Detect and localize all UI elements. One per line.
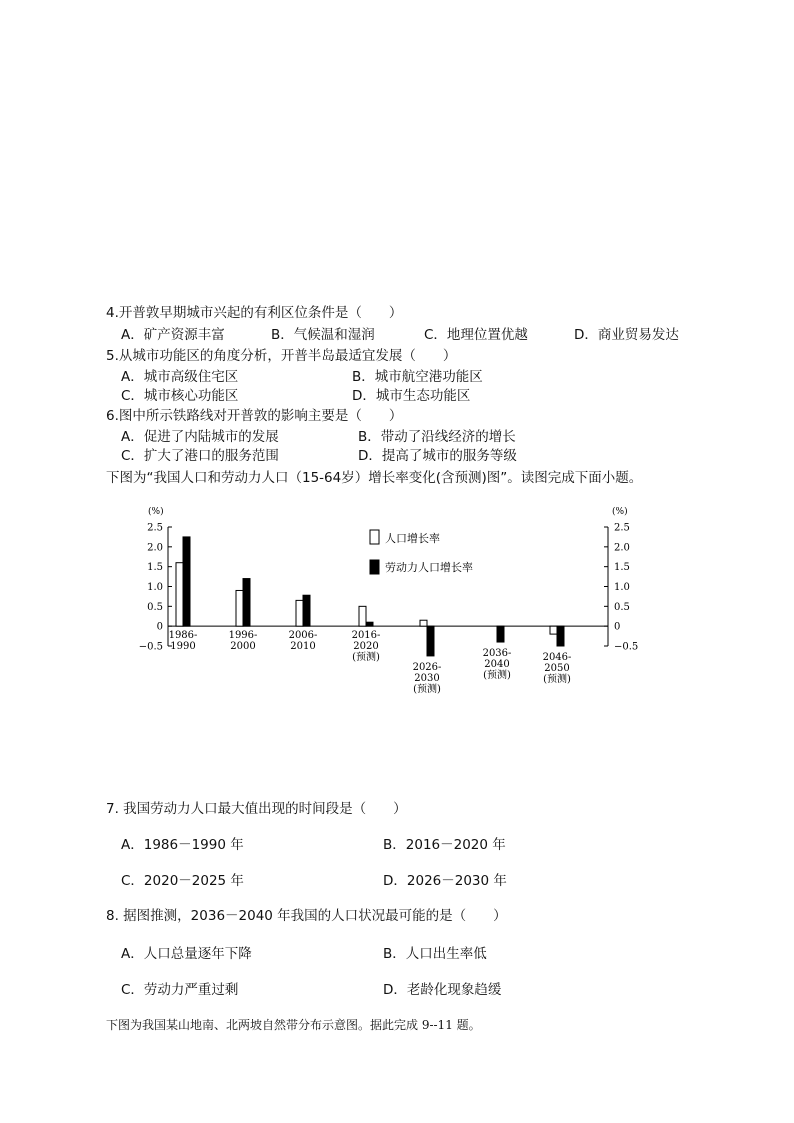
y-axis-label-right: (%) [612,507,628,517]
bar-population-growth [550,626,557,634]
y-tick-label-right: 2.0 [614,542,630,554]
question-4-option-c: C．地理位置优越 [424,327,528,343]
question-7-option-c: C．2020－2025 年 [121,873,244,889]
legend-label-population: 人口增长率 [385,532,440,545]
x-category-label: 1996- [228,630,258,642]
legend-swatch-population [370,530,379,544]
question-4-option-d: D．商业贸易发达 [574,327,679,343]
chart-intro: 下图为“我国人口和劳动力人口（15-64岁）增长率变化(含预测)图”。读图完成下面小题。 [106,470,643,486]
y-tick-label-right: 1.5 [614,562,630,574]
y-tick-label-left: 1.0 [147,582,163,593]
next-figure-intro: 下图为我国某山地南、北两坡自然带分布示意图。据此完成 9--11 题。 [106,1018,481,1032]
y-tick-label-right: −0.5 [614,641,639,653]
bar-population-growth [359,606,366,626]
bar-population-growth [296,600,303,626]
question-6-option-d: D．提高了城市的服务等级 [358,448,517,464]
question-8-option-c: C．劳动力严重过剩 [121,982,239,998]
question-7-option-d: D．2026－2030 年 [383,873,507,889]
y-tick-label-left: 0.5 [147,601,163,613]
x-category-label: 1990 [170,641,196,653]
x-category-label: (预测) [543,674,571,685]
legend-label-labor: 劳动力人口增长率 [385,561,473,574]
y-tick-label-left: 2.0 [147,542,163,554]
x-category-label: 2026- [412,661,442,673]
y-tick-label-left: 0 [156,621,163,633]
bar-labor-growth [557,626,564,646]
question-5-option-d: D．城市生态功能区 [352,388,471,404]
y-tick-label-right: 0.5 [614,601,630,613]
question-7-stem: 7. 我国劳动力人口最大值出现的时间段是（ ） [106,801,407,817]
bar-labor-growth [243,579,250,627]
question-8-stem: 8. 据图推测，2036－2040 年我国的人口状况最可能的是（ ） [106,908,507,924]
x-category-label: (预测) [483,670,511,682]
question-8-option-b: B．人口出生率低 [383,946,487,962]
question-5-stem: 5.从城市功能区的角度分析，开普半岛最适宜发展（ ） [106,348,457,364]
y-tick-label-left: 2.5 [147,522,163,534]
x-category-label: 2046- [542,652,572,663]
bar-labor-growth [366,622,373,626]
question-6-option-a: A．促进了内陆城市的发展 [121,429,279,445]
question-6-option-c: C．扩大了港口的服务范围 [121,448,279,464]
question-5-option-a: A．城市高级住宅区 [121,369,239,385]
legend-swatch-labor [370,560,379,574]
x-category-label: (预测) [413,683,441,695]
x-category-label: 2000 [230,641,256,653]
bar-labor-growth [427,626,434,656]
y-tick-label-left: −0.5 [138,641,163,653]
bar-labor-growth [497,626,504,642]
bar-population-growth [176,563,183,626]
y-tick-label-right: 2.5 [614,522,630,534]
question-7-option-a: A．1986－1990 年 [121,837,244,853]
bar-labor-growth [183,537,190,626]
question-7-option-b: B．2016－2020 年 [383,837,506,853]
question-5-option-b: B．城市航空港功能区 [352,369,483,385]
question-5-option-c: C．城市核心功能区 [121,388,239,404]
question-6-option-b: B．带动了沿线经济的增长 [358,429,516,445]
question-8-option-d: D．老龄化现象趋缓 [383,982,502,998]
x-category-label: 2030 [414,672,440,684]
x-category-label: 2006- [288,630,318,642]
question-4-option-b: B．气候温和湿润 [271,327,375,343]
question-4-stem: 4.开普敦早期城市兴起的有利区位条件是（ ） [106,305,403,321]
x-category-label: 2050 [544,663,570,674]
x-category-label: 2010 [290,641,316,653]
bar-population-growth [420,620,427,626]
x-category-label: 2040 [484,659,510,671]
x-category-label: (预测) [352,652,380,664]
x-category-label: 2016- [351,630,381,642]
y-tick-label-left: 1.5 [147,562,163,574]
y-axis-label-left: (%) [148,507,164,517]
population-growth-chart [0,500,794,720]
y-tick-label-right: 1.0 [614,582,630,593]
question-8-option-a: A．人口总量逐年下降 [121,946,252,962]
question-4-option-a: A．矿产资源丰富 [121,327,225,343]
question-6-stem: 6.图中所示铁路线对开普敦的影响主要是（ ） [106,408,403,424]
x-category-label: 1986- [168,630,198,642]
x-category-label: 2020 [353,641,379,653]
y-tick-label-right: 0 [614,621,621,633]
bar-labor-growth [303,595,310,626]
bar-population-growth [236,590,243,626]
x-category-label: 2036- [482,648,512,660]
